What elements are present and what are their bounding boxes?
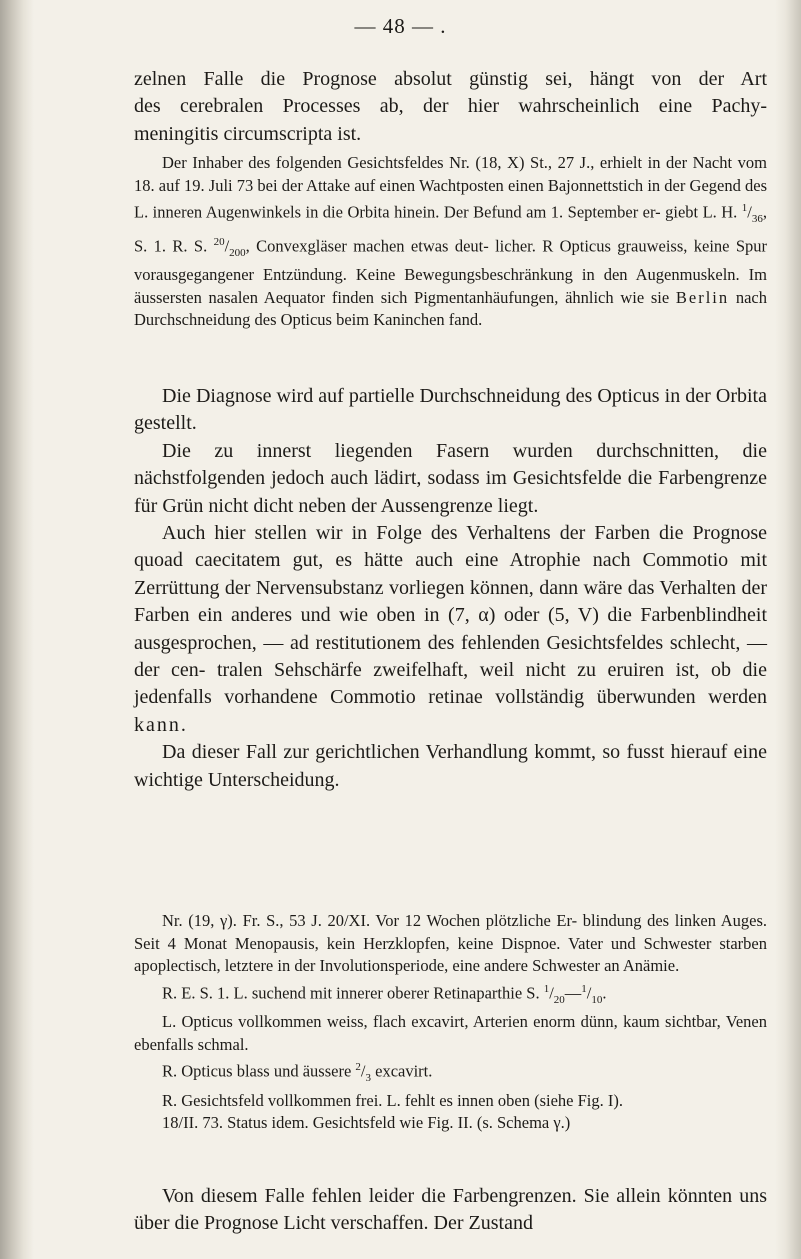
case-19-history: Nr. (19, γ). Fr. S., 53 J. 20/XI. Vor 12 Wochen plötzliche Er- blindung des linken Auges. Seit 4 Monat Menopausis, kein Herzklopfen, keine Dispnoe. Vater und Schwester starben apoplectisch, letztere in der Involutionsperiode, eine andere Schwester an Anämie. bbox=[134, 911, 767, 976]
case-19-visual-field: R. Gesichtsfeld vollkommen frei. L. fehlt es innen oben (siehe Fig. I). bbox=[162, 1090, 623, 1110]
city-name: Berlin bbox=[675, 287, 730, 307]
intro-line-2: des cerebralen Processes ab, der hier wahrscheinlich eine Pachy- bbox=[134, 95, 767, 118]
intro-paragraph bbox=[134, 66, 767, 148]
acuity-b-numerator: 1 bbox=[581, 982, 587, 995]
case-19-block bbox=[134, 910, 767, 1135]
case-19-right-opticus: R. Opticus blass und äussere $^2/_3$ excavirt. bbox=[162, 1061, 433, 1085]
diagnosis-paragraph-1: Die Diagnose wird auf partielle Durchschneidung des Opticus in der Orbita gestellt. bbox=[134, 385, 767, 435]
excavation-denominator: 3 bbox=[365, 1072, 371, 1085]
case-18-text-c: , Convexgläser machen etwas deut- licher. R Opticus grauweiss, keine Spur vorausgegangener Entzündung. Keine Bewegungsbeschränkung in den Augenmuskeln. Im äussersten nasalen Aequator finden sich Pigmentanhäufungen, ähnlich wie sie bbox=[134, 236, 768, 307]
right-opticus-text: R. Opticus blass und äussere bbox=[162, 1061, 352, 1081]
diagnosis-paragraph-3 bbox=[134, 520, 767, 739]
diagnosis-paragraph-3-text: Auch hier stellen wir in Folge des Verhaltens der Farben die Prognose quoad caecitatem gut, es hätte auch eine Atrophie nach Commotio mit Zerrüttung der Nervensubstanz vorliegen können, dann wäre das Verhalten der Farben ein anderes und wie oben in (7, α) oder (5, V) die Farbenblindheit ausgesprochen, — ad restitutionem des fehlenden Gesichtsfeldes schlecht, — der cen- tralen Sehschärfe zweifelhaft, weil nicht zu eruiren ist, ob die jedenfalls vorhandene Commotio retinae vollständig überwunden werden bbox=[134, 522, 767, 709]
acuity-b-denominator: 10 bbox=[591, 993, 603, 1006]
case-18-text-d: nach Durchschneidung des Opticus beim Kaninchen fand. bbox=[134, 287, 767, 330]
case-19-left-opticus: L. Opticus vollkommen weiss, flach excavirt, Arterien enorm dünn, kaum sichtbar, Venen ebenfalls schmal. bbox=[134, 1012, 767, 1054]
intro-line-3: meningitis circumscripta ist. bbox=[134, 122, 362, 145]
case-18-paragraph: Der Inhaber des folgenden Gesichtsfeldes Nr. (18, X) St., 27 J., erhielt in der Nacht vom 18. auf 19. Juli 73 bei der Attake auf einen Wachtposten einen Bajonnettstich in der Gegend des L. inneren Augenwinkels in die Orbita hinein. Der Befund am 1. September er- giebt L. H. $^1/_{36}$, S. 1. R. S. $^{20}/_{200}$, Convexgläser machen etwas deut- licher. R Opticus grauweiss, keine Spur vorausgegangener Entzündung. Keine Bewegungsbeschränkung in den Augenmuskeln. Im äussersten nasalen Aequator finden sich Pigmentanhäufungen, ähnlich wie sie Berlin nach Durchschneidung des Opticus beim Kaninchen fand. bbox=[134, 153, 768, 330]
acuity-a-numerator: 1 bbox=[543, 982, 550, 995]
excavation-text: excavirt. bbox=[375, 1061, 433, 1081]
case-18-block bbox=[134, 152, 767, 332]
acuity-denominator: 200 bbox=[229, 246, 246, 259]
case-19-status: 18/II. 73. Status idem. Gesichtsfeld wie Fig. II. (s. Schema γ.) bbox=[162, 1113, 571, 1133]
page-left-shadow bbox=[0, 0, 34, 1259]
diagnosis-paragraph-4: Da dieser Fall zur gerichtlichen Verhandlung kommt, so fusst hierauf eine wichtige Unterscheidung. bbox=[134, 741, 767, 791]
acuity-numerator: 20 bbox=[213, 235, 225, 248]
intro-line-1: zelnen Falle die Prognose absolut günstig sei, hängt von der Art bbox=[134, 68, 767, 90]
acuity-period: . bbox=[602, 983, 607, 1003]
case-18-text-b: , S. 1. R. S. bbox=[134, 202, 768, 256]
diagnosis-block bbox=[134, 383, 767, 794]
closing-block bbox=[134, 1183, 767, 1238]
page-right-shadow bbox=[775, 0, 801, 1259]
case-19-acuity-text: R. E. S. 1. L. suchend mit innerer oberer Retinaparthie S. bbox=[162, 983, 540, 1003]
acuity-a-denominator: 20 bbox=[553, 993, 565, 1006]
case-19-visual-acuity: R. E. S. 1. L. suchend mit innerer oberer Retinaparthie S. $^1/_{20}—^1/_{10}$. bbox=[162, 982, 607, 1006]
diagnosis-paragraph-2: Die zu innerst liegenden Fasern wurden durchschnitten, die nächstfolgenden jedoch auch lädirt, sodass im Gesichtsfelde die Farbengrenze für Grün nicht dicht neben der Aussengrenze liegt. bbox=[134, 439, 767, 517]
acuity-separator: — bbox=[564, 983, 582, 1003]
hyperopia-numerator: 1 bbox=[741, 202, 748, 215]
excavation-numerator: 2 bbox=[355, 1061, 361, 1074]
case-18-text-a: Der Inhaber des folgenden Gesichtsfeldes Nr. (18, X) St., 27 J., erhielt in der Nacht vom 18. auf 19. Juli 73 bei der Attake auf einen Wachtposten einen Bajonnettstich in der Gegend des L. inneren Augenwinkels in die Orbita hinein. Der Befund am 1. September er- giebt L. H. bbox=[134, 153, 767, 222]
emphasis-kann: kann. bbox=[134, 713, 188, 736]
page-number: — 48 — . bbox=[354, 14, 447, 38]
closing-paragraph: Von diesem Falle fehlen leider die Farbengrenzen. Sie allein könnten uns über die Prognose Licht verschaffen. Der Zustand bbox=[134, 1185, 767, 1235]
hyperopia-denominator: 36 bbox=[751, 212, 763, 225]
